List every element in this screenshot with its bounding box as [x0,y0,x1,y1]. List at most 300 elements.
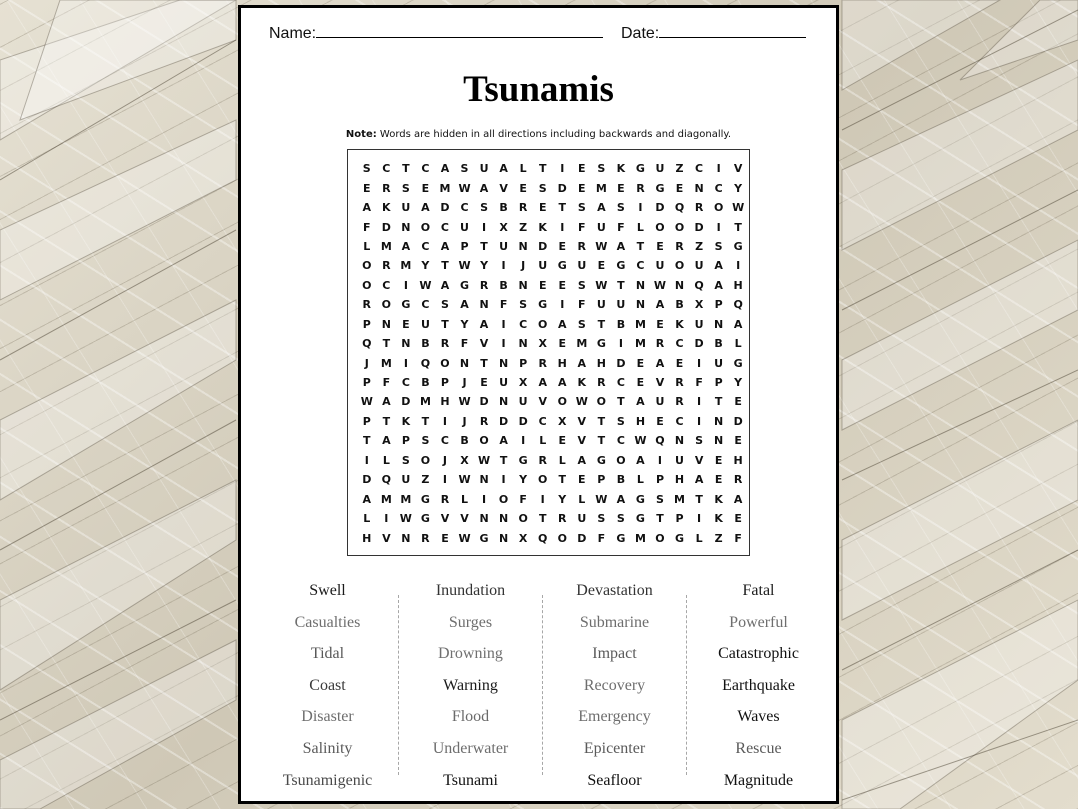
grid-letter[interactable]: W [732,201,745,215]
grid-letter[interactable]: T [480,239,488,253]
grid-letter[interactable]: V [479,337,489,351]
grid-letter[interactable]: U [538,259,548,273]
grid-letter[interactable]: B [616,317,626,331]
grid-letter[interactable]: B [499,201,508,215]
grid-letter[interactable]: C [401,376,410,390]
grid-letter[interactable]: C [695,162,704,176]
grid-letter[interactable]: V [577,434,587,448]
grid-letter[interactable]: U [401,473,411,487]
grid-letter[interactable]: L [539,434,547,448]
grid-letter[interactable]: E [734,434,742,448]
grid-letter[interactable]: U [577,512,587,526]
grid-letter[interactable]: C [714,181,723,195]
grid-letter[interactable]: L [461,492,469,506]
grid-letter[interactable]: K [675,317,684,331]
grid-letter[interactable]: O [440,356,450,370]
grid-letter[interactable]: R [694,201,704,215]
grid-letter[interactable]: F [578,220,586,234]
grid-letter[interactable]: T [656,512,664,526]
grid-letter[interactable]: S [440,298,449,312]
grid-letter[interactable]: C [519,317,528,331]
grid-letter[interactable]: U [694,259,704,273]
grid-letter[interactable]: S [362,162,371,176]
grid-letter[interactable]: Z [695,239,704,253]
grid-letter[interactable]: E [597,259,606,273]
grid-letter[interactable]: E [578,162,586,176]
grid-letter[interactable]: Z [421,473,430,487]
grid-letter[interactable]: E [636,356,645,370]
grid-letter[interactable]: W [360,395,373,409]
grid-letter[interactable]: E [636,376,645,390]
grid-letter[interactable]: M [400,259,412,273]
grid-letter[interactable]: M [576,337,588,351]
grid-letter[interactable]: T [538,512,547,526]
grid-letter[interactable]: A [499,434,508,448]
grid-letter[interactable]: Y [519,473,528,487]
grid-letter[interactable]: O [362,259,372,273]
grid-letter[interactable]: R [538,453,547,467]
grid-letter[interactable]: C [616,376,625,390]
grid-letter[interactable]: N [498,395,509,409]
grid-letter[interactable]: F [382,376,391,390]
grid-letter[interactable]: E [558,434,566,448]
grid-letter[interactable]: U [479,162,489,176]
grid-letter[interactable]: I [736,259,741,273]
grid-letter[interactable]: T [597,414,606,428]
grid-letter[interactable]: N [401,531,411,545]
grid-letter[interactable]: G [596,453,606,467]
grid-letter[interactable]: T [382,337,391,351]
grid-letter[interactable]: I [540,492,545,506]
grid-letter[interactable]: G [635,492,645,506]
grid-letter[interactable]: T [421,414,430,428]
grid-letter[interactable]: H [674,473,685,487]
grid-letter[interactable]: N [498,531,509,545]
grid-letter[interactable]: Q [674,201,685,215]
grid-letter[interactable]: W [458,531,471,545]
grid-letter[interactable]: I [560,162,565,176]
grid-letter[interactable]: I [697,414,702,428]
grid-letter[interactable]: I [482,492,487,506]
grid-letter[interactable]: M [419,395,431,409]
grid-letter[interactable]: G [401,298,411,312]
grid-letter[interactable]: E [538,201,547,215]
grid-letter[interactable]: Y [558,492,567,506]
grid-letter[interactable]: I [697,512,702,526]
grid-letter[interactable]: R [538,356,547,370]
grid-letter[interactable]: A [714,278,723,292]
grid-letter[interactable]: V [440,512,450,526]
grid-letter[interactable]: E [656,414,664,428]
grid-letter[interactable]: F [578,298,586,312]
grid-letter[interactable]: T [558,201,566,215]
grid-letter[interactable]: S [519,298,528,312]
grid-letter[interactable]: B [616,473,626,487]
grid-letter[interactable]: M [380,239,392,253]
grid-letter[interactable]: O [655,220,665,234]
grid-letter[interactable]: L [363,512,371,526]
grid-letter[interactable]: S [656,492,664,506]
grid-letter[interactable]: W [595,492,608,506]
grid-letter[interactable]: N [518,337,528,351]
grid-letter[interactable]: K [382,201,391,215]
grid-letter[interactable]: T [402,162,410,176]
grid-letter[interactable]: N [381,317,391,331]
grid-letter[interactable]: S [421,434,430,448]
grid-letter[interactable]: I [403,356,408,370]
grid-letter[interactable]: N [518,278,528,292]
grid-letter[interactable]: V [694,453,704,467]
grid-letter[interactable]: Q [694,278,704,292]
grid-letter[interactable]: K [714,512,723,526]
grid-letter[interactable]: A [655,356,665,370]
grid-letter[interactable]: F [695,376,703,390]
grid-letter[interactable]: I [716,220,721,234]
grid-letter[interactable]: T [499,453,508,467]
grid-letter[interactable]: E [363,181,371,195]
grid-letter[interactable]: J [462,414,467,428]
grid-letter[interactable]: P [362,376,371,390]
grid-letter[interactable]: P [597,473,606,487]
grid-letter[interactable]: A [499,162,508,176]
grid-letter[interactable]: R [675,395,684,409]
grid-letter[interactable]: H [733,453,743,467]
grid-letter[interactable]: T [714,395,723,409]
grid-letter[interactable]: I [521,434,526,448]
grid-letter[interactable]: A [479,317,489,331]
grid-letter[interactable]: A [577,453,587,467]
grid-letter[interactable]: A [440,162,450,176]
grid-letter[interactable]: P [655,473,664,487]
grid-letter[interactable]: X [558,414,567,428]
grid-letter[interactable]: V [577,414,587,428]
grid-letter[interactable]: G [635,162,645,176]
grid-letter[interactable]: U [499,376,509,390]
grid-letter[interactable]: T [734,220,742,234]
grid-letter[interactable]: T [597,317,606,331]
grid-letter[interactable]: I [716,162,721,176]
grid-letter[interactable]: S [460,162,469,176]
grid-letter[interactable]: U [596,220,606,234]
grid-letter[interactable]: O [713,201,724,215]
grid-letter[interactable]: R [636,181,645,195]
grid-letter[interactable]: Q [362,337,372,351]
grid-letter[interactable]: D [733,414,743,428]
grid-letter[interactable]: C [421,162,430,176]
grid-letter[interactable]: K [401,414,411,428]
grid-letter[interactable]: D [401,395,411,409]
grid-letter[interactable]: J [442,453,447,467]
grid-letter[interactable]: W [477,453,491,467]
grid-letter[interactable]: X [518,531,528,545]
grid-letter[interactable]: U [655,395,665,409]
grid-letter[interactable]: D [655,201,665,215]
grid-letter[interactable]: C [421,239,430,253]
grid-letter[interactable]: I [482,220,487,234]
grid-letter[interactable]: M [400,492,412,506]
grid-letter[interactable]: A [557,376,567,390]
grid-letter[interactable]: E [558,239,566,253]
grid-letter[interactable]: G [655,181,665,195]
grid-letter[interactable]: P [714,376,723,390]
grid-letter[interactable]: O [381,298,391,312]
grid-letter[interactable]: T [441,317,449,331]
grid-letter[interactable]: C [616,434,625,448]
grid-letter[interactable]: N [674,278,685,292]
grid-letter[interactable]: G [538,298,548,312]
grid-letter[interactable]: C [440,220,449,234]
grid-letter[interactable]: U [655,162,665,176]
grid-letter[interactable]: T [480,356,488,370]
grid-letter[interactable]: R [675,239,684,253]
grid-letter[interactable]: L [558,453,566,467]
grid-letter[interactable]: O [674,220,685,234]
grid-letter[interactable]: X [499,220,508,234]
grid-letter[interactable]: U [655,259,665,273]
grid-letter[interactable]: H [596,356,606,370]
grid-letter[interactable]: P [460,239,469,253]
grid-letter[interactable]: G [616,259,626,273]
grid-letter[interactable]: K [616,162,626,176]
grid-letter[interactable]: T [441,259,449,273]
grid-letter[interactable]: M [634,531,646,545]
grid-letter[interactable]: U [675,453,684,467]
grid-letter[interactable]: U [596,298,606,312]
grid-letter[interactable]: H [733,278,743,292]
grid-letter[interactable]: I [384,512,389,526]
grid-letter[interactable]: A [479,181,489,195]
grid-letter[interactable]: S [695,434,704,448]
grid-letter[interactable]: O [518,512,528,526]
grid-letter[interactable]: G [557,259,567,273]
grid-letter[interactable]: G [635,512,645,526]
grid-letter[interactable]: O [420,453,431,467]
grid-letter[interactable]: L [636,473,644,487]
grid-letter[interactable]: E [538,278,547,292]
grid-letter[interactable]: I [697,356,702,370]
grid-letter[interactable]: F [597,531,606,545]
grid-letter[interactable]: O [674,259,685,273]
grid-letter[interactable]: B [460,434,469,448]
grid-letter[interactable]: I [618,337,623,351]
grid-letter[interactable]: O [479,434,489,448]
grid-letter[interactable]: B [714,337,723,351]
grid-letter[interactable]: E [578,181,586,195]
grid-letter[interactable]: M [439,181,451,195]
grid-letter[interactable]: H [362,531,372,545]
grid-letter[interactable]: C [538,414,547,428]
grid-letter[interactable]: A [616,492,626,506]
grid-letter[interactable]: Y [460,317,469,331]
grid-letter[interactable]: P [519,356,528,370]
grid-letter[interactable]: Q [381,473,391,487]
grid-letter[interactable]: A [421,201,430,215]
grid-letter[interactable]: O [557,395,567,409]
grid-letter[interactable]: M [595,181,607,195]
grid-letter[interactable]: W [653,278,667,292]
grid-letter[interactable]: Q [420,356,431,370]
grid-letter[interactable]: A [655,298,665,312]
grid-letter[interactable]: Z [675,162,684,176]
grid-letter[interactable]: D [694,337,704,351]
grid-letter[interactable]: A [440,239,450,253]
grid-letter[interactable]: Q [733,298,743,312]
grid-letter[interactable]: S [597,512,606,526]
grid-letter[interactable]: R [440,337,450,351]
grid-letter[interactable]: G [479,531,489,545]
grid-letter[interactable]: T [558,473,566,487]
name-field[interactable] [269,23,603,43]
grid-letter[interactable]: S [616,201,625,215]
grid-letter[interactable]: I [442,414,447,428]
grid-letter[interactable]: U [714,356,724,370]
grid-letter[interactable]: F [734,531,742,545]
grid-letter[interactable]: M [380,356,392,370]
grid-letter[interactable]: R [577,239,587,253]
grid-letter[interactable]: N [498,356,509,370]
grid-letter[interactable]: F [519,492,527,506]
grid-letter[interactable]: Q [655,434,665,448]
grid-letter[interactable]: D [616,356,626,370]
grid-letter[interactable]: A [714,259,723,273]
grid-letter[interactable]: R [675,376,684,390]
grid-letter[interactable]: W [419,278,432,292]
grid-letter[interactable]: I [442,473,447,487]
grid-letter[interactable]: T [617,395,625,409]
grid-letter[interactable]: U [499,239,509,253]
grid-letter[interactable]: Y [480,259,489,273]
grid-letter[interactable]: D [538,239,548,253]
grid-letter[interactable]: P [440,376,449,390]
grid-letter[interactable]: N [479,512,489,526]
grid-letter[interactable]: I [501,259,506,273]
grid-letter[interactable]: E [480,376,488,390]
grid-letter[interactable]: C [636,259,645,273]
grid-letter[interactable]: R [421,531,430,545]
grid-letter[interactable]: P [362,317,371,331]
grid-letter[interactable]: N [714,414,724,428]
grid-letter[interactable]: E [734,395,742,409]
grid-letter[interactable]: U [694,317,704,331]
grid-letter[interactable]: E [675,181,684,195]
grid-letter[interactable]: G [420,492,430,506]
grid-letter[interactable]: I [501,337,506,351]
grid-letter[interactable]: F [617,220,625,234]
grid-letter[interactable]: G [733,239,743,253]
grid-letter[interactable]: Y [734,181,743,195]
grid-letter[interactable]: R [558,512,567,526]
grid-letter[interactable]: R [382,259,391,273]
grid-letter[interactable]: H [440,395,450,409]
grid-letter[interactable]: X [538,337,547,351]
grid-letter[interactable]: P [401,434,410,448]
date-blank-line[interactable] [659,23,806,38]
grid-letter[interactable]: N [635,298,646,312]
grid-letter[interactable]: L [363,239,371,253]
grid-letter[interactable]: L [636,220,644,234]
grid-letter[interactable]: L [695,531,703,545]
grid-letter[interactable]: M [380,492,392,506]
grid-letter[interactable]: T [636,239,645,253]
grid-letter[interactable]: C [440,434,449,448]
grid-letter[interactable]: E [558,337,566,351]
grid-letter[interactable]: G [459,278,470,292]
grid-letter[interactable]: D [694,220,704,234]
grid-letter[interactable]: R [382,181,391,195]
grid-letter[interactable]: A [577,356,587,370]
grid-letter[interactable]: S [401,453,410,467]
grid-letter[interactable]: W [634,434,647,448]
grid-letter[interactable]: W [458,473,471,487]
grid-letter[interactable]: S [714,239,723,253]
grid-letter[interactable]: A [636,395,645,409]
grid-letter[interactable]: T [597,434,606,448]
grid-letter[interactable]: G [518,453,528,467]
grid-letter[interactable]: E [519,181,527,195]
grid-letter[interactable]: W [595,239,608,253]
grid-letter[interactable]: V [733,162,743,176]
grid-letter[interactable]: I [364,453,369,467]
grid-letter[interactable]: B [421,376,430,390]
grid-letter[interactable]: T [617,278,625,292]
grid-letter[interactable]: C [460,201,469,215]
grid-letter[interactable]: M [634,317,646,331]
grid-letter[interactable]: W [595,278,608,292]
grid-letter[interactable]: A [694,473,704,487]
date-field[interactable] [621,23,806,43]
grid-letter[interactable]: E [558,278,566,292]
grid-letter[interactable]: I [638,201,643,215]
grid-letter[interactable]: J [521,259,526,273]
grid-letter[interactable]: G [675,531,685,545]
grid-letter[interactable]: S [480,201,489,215]
grid-letter[interactable]: Y [734,376,743,390]
grid-letter[interactable]: F [363,220,371,234]
grid-letter[interactable]: F [460,337,469,351]
grid-letter[interactable]: H [635,414,646,428]
grid-letter[interactable]: H [557,356,567,370]
grid-letter[interactable]: I [697,395,702,409]
grid-letter[interactable]: U [518,395,528,409]
grid-letter[interactable]: S [577,201,586,215]
grid-letter[interactable]: N [694,181,704,195]
grid-letter[interactable]: V [655,376,665,390]
grid-letter[interactable]: A [382,434,391,448]
grid-letter[interactable]: D [479,395,489,409]
grid-letter[interactable]: Y [421,259,430,273]
name-blank-line[interactable] [316,23,603,38]
grid-letter[interactable]: D [362,473,372,487]
grid-letter[interactable]: M [674,492,685,506]
grid-letter[interactable]: R [362,298,372,312]
grid-letter[interactable]: F [499,298,508,312]
grid-letter[interactable]: N [459,356,470,370]
grid-letter[interactable]: L [382,453,390,467]
grid-letter[interactable]: E [402,317,410,331]
grid-letter[interactable]: L [734,337,742,351]
grid-letter[interactable]: A [401,239,411,253]
grid-letter[interactable]: S [597,162,606,176]
grid-letter[interactable]: T [363,434,371,448]
grid-letter[interactable]: B [421,337,430,351]
grid-letter[interactable]: E [714,453,723,467]
grid-letter[interactable]: C [421,298,430,312]
grid-letter[interactable]: U [420,317,430,331]
grid-letter[interactable]: O [655,531,665,545]
grid-letter[interactable]: J [462,376,467,390]
grid-letter[interactable]: I [501,317,506,331]
grid-letter[interactable]: Q [538,531,548,545]
